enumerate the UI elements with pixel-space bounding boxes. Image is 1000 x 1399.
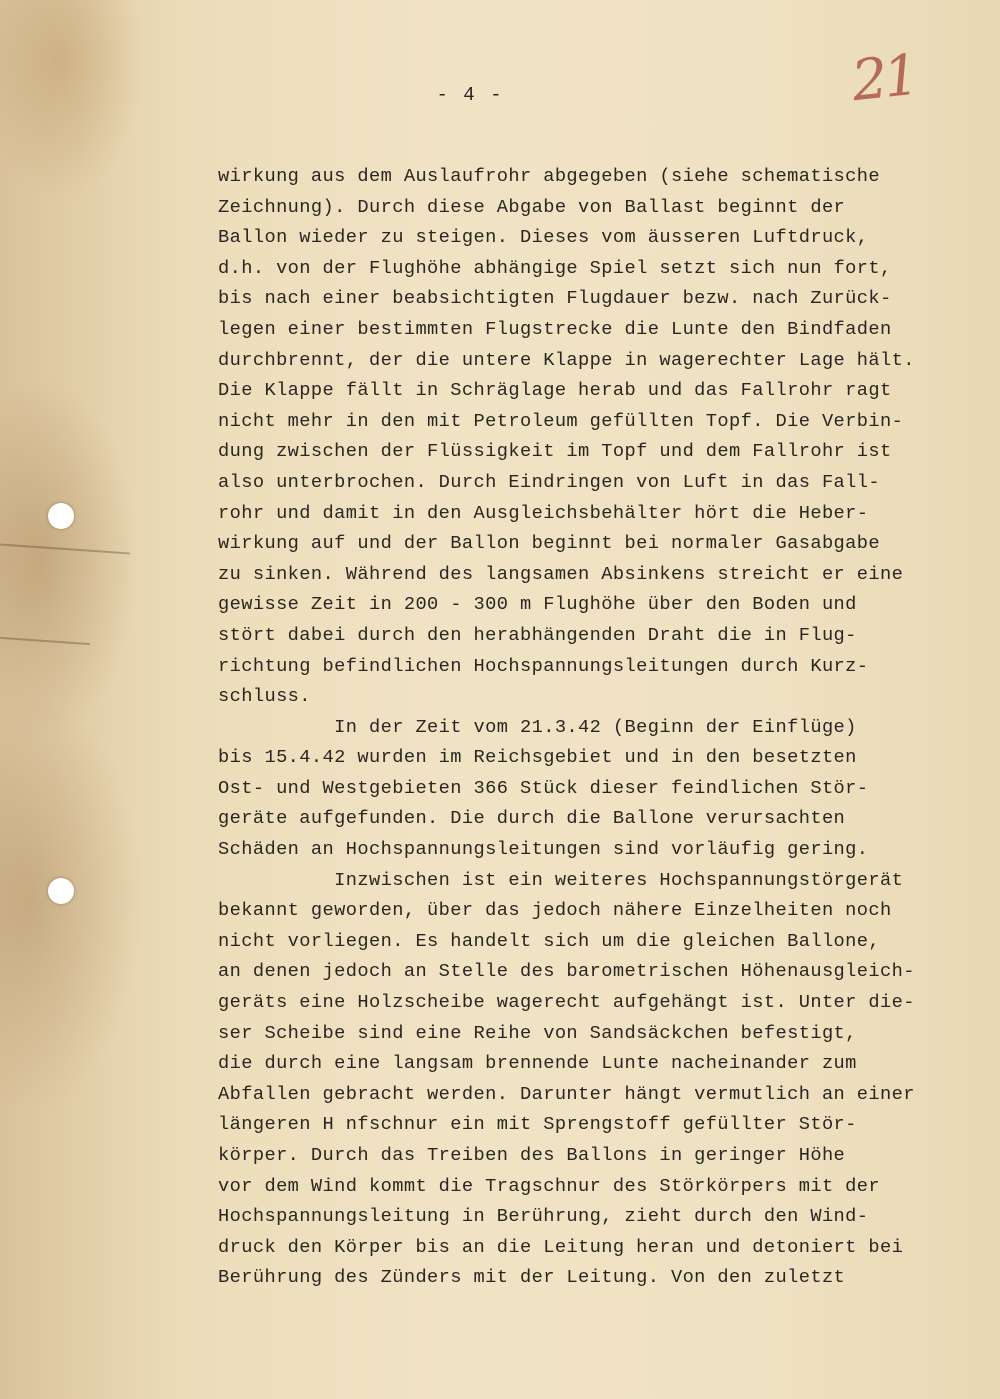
text-line: nicht vorliegen. Es handelt sich um die gleichen Ballone, xyxy=(218,929,881,952)
typewritten-body xyxy=(218,161,978,1293)
text-line: Ost- und Westgebieten 366 Stück dieser feindlichen Stör- xyxy=(218,776,869,799)
text-line: legen einer bestimmten Flugstrecke die Lunte den Bindfaden xyxy=(218,317,892,340)
text-line: richtung befindlichen Hochspannungsleitungen durch Kurz- xyxy=(218,654,869,677)
text-line: In der Zeit vom 21.3.42 (Beginn der Einflüge) xyxy=(218,715,857,738)
text-line: zu sinken. Während des langsamen Absinkens streicht er eine xyxy=(218,562,904,585)
text-line: Berührung des Zünders mit der Leitung. Von den zuletzt xyxy=(218,1266,846,1289)
text-line: geräts eine Holzscheibe wagerecht aufgehängt ist. Unter die- xyxy=(218,991,915,1014)
text-line: schluss. xyxy=(218,685,311,708)
punch-hole xyxy=(48,878,74,904)
paper-crease xyxy=(0,637,90,645)
text-line: durchbrennt, der die untere Klappe in wagerechter Lage hält. xyxy=(218,348,915,371)
text-line: d.h. von der Flughöhe abhängige Spiel setzt sich nun fort, xyxy=(218,256,892,279)
text-line: die durch eine langsam brennende Lunte nacheinander zum xyxy=(218,1052,857,1075)
text-line: geräte aufgefunden. Die durch die Ballone verursachten xyxy=(218,807,846,830)
text-line: ser Scheibe sind eine Reihe von Sandsäckchen befestigt, xyxy=(218,1021,857,1044)
text-line: bis nach einer beabsichtigten Flugdauer bezw. nach Zurück- xyxy=(218,287,892,310)
text-line: wirkung aus dem Auslaufrohr abgegeben (siehe schematische xyxy=(218,165,881,187)
text-line: längeren H nfschnur ein mit Sprengstoff gefüllter Stör- xyxy=(218,1113,857,1136)
text-line: Ballon wieder zu steigen. Dieses vom äusseren Luftdruck, xyxy=(218,226,869,249)
text-line: Abfallen gebracht werden. Darunter hängt vermutlich an einer xyxy=(218,1082,915,1105)
text-line: vor dem Wind kommt die Tragschnur des Störkörpers mit der xyxy=(218,1174,881,1197)
text-line: also unterbrochen. Durch Eindringen von Luft in das Fall- xyxy=(218,470,881,493)
paper-crease xyxy=(0,543,130,554)
text-line: Schäden an Hochspannungsleitungen sind vorläufig gering. xyxy=(218,838,869,861)
punch-hole xyxy=(48,503,74,529)
text-line: Die Klappe fällt in Schräglage herab und das Fallrohr ragt xyxy=(218,379,892,402)
text-line: Hochspannungsleitung in Berührung, zieht durch den Wind- xyxy=(218,1205,869,1228)
text-line: körper. Durch das Treiben des Ballons in geringer Höhe xyxy=(218,1144,846,1166)
text-line: bis 15.4.42 wurden im Reichsgebiet und in den besetzten xyxy=(218,746,857,769)
text-line: gewisse Zeit in 200 - 300 m Flughöhe über den Boden und xyxy=(218,593,857,616)
text-line: stört dabei durch den herabhängenden Draht die in Flug- xyxy=(218,623,857,646)
text-line: bekannt geworden, über das jedoch nähere Einzelheiten noch xyxy=(218,899,892,922)
text-line: an denen jedoch an Stelle des barometrischen Höhenausgleich- xyxy=(218,960,915,983)
text-line: nicht mehr in den mit Petroleum gefüllten Topf. Die Verbin- xyxy=(218,409,904,432)
text-line: Inzwischen ist ein weiteres Hochspannungstörgerät xyxy=(218,868,904,891)
text-line: druck den Körper bis an die Leitung heran und detoniert bei xyxy=(218,1235,904,1258)
text-line: Zeichnung). Durch diese Abgabe von Ballast beginnt der xyxy=(218,195,846,218)
text-line: dung zwischen der Flüssigkeit im Topf und dem Fallrohr ist xyxy=(218,440,892,463)
text-line: wirkung auf und der Ballon beginnt bei normaler Gasabgabe xyxy=(218,532,881,555)
text-line: rohr und damit in den Ausgleichsbehälter hört die Heber- xyxy=(218,501,869,524)
handwritten-folio-number: 21 xyxy=(848,42,919,115)
page-number: - 4 - xyxy=(436,84,504,106)
